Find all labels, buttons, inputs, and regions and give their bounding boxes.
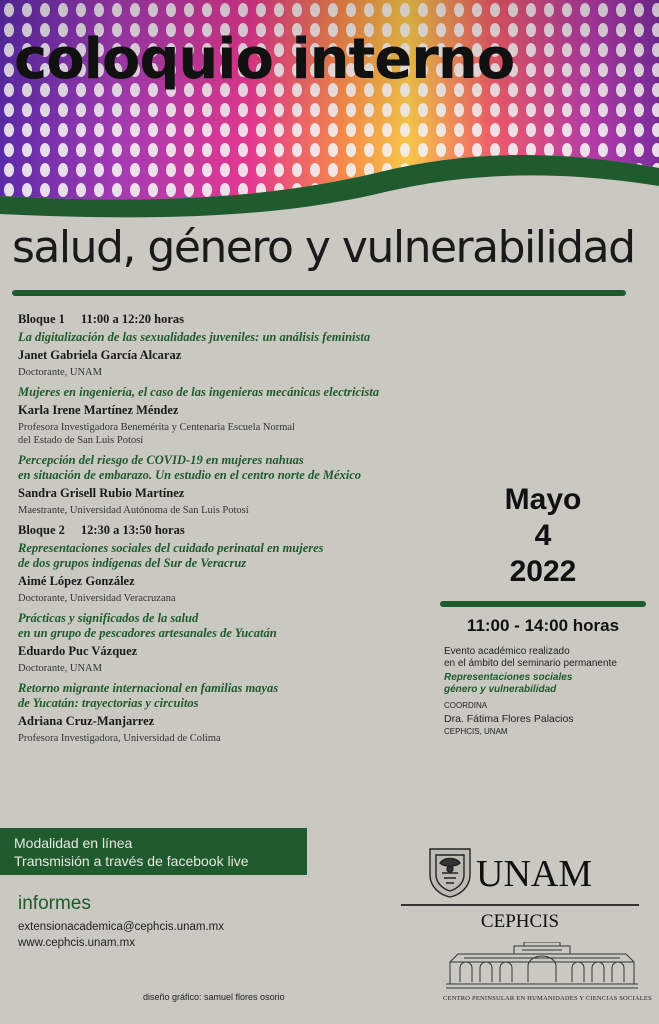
event-info xyxy=(444,646,654,738)
program-block-2 xyxy=(18,523,448,745)
subtitle-divider xyxy=(12,290,626,296)
program-list xyxy=(18,312,448,751)
talk-title: Mujeres en ingeniería, el caso de las ingenieras mecánicas electricista xyxy=(18,385,380,399)
informes-heading: informes xyxy=(18,893,91,914)
event-date xyxy=(440,482,646,590)
talk-affiliation: Profesora Investigadora Benemérita y Centenaria Escuela Normal del Estado de San Luis Potosí xyxy=(18,422,295,446)
modality-line-2: Transmisión a través de facebook live xyxy=(14,853,249,869)
coordinator-name: Dra. Fátima Flores Palacios xyxy=(444,713,574,725)
poster-subtitle: salud, género y vulnerabilidad xyxy=(12,222,635,273)
contact-email[interactable]: extensionacademica@cephcis.unam.mx xyxy=(18,921,224,933)
talk-affiliation: Doctorante, UNAM xyxy=(18,663,102,674)
block-heading xyxy=(18,312,448,327)
contact-info xyxy=(18,919,224,951)
coordinator-institution: CEPHCIS, UNAM xyxy=(444,727,508,736)
modality-line-1: Modalidad en línea xyxy=(14,835,133,851)
date-year: 2022 xyxy=(509,555,577,588)
talk-author: Aimé López González xyxy=(18,574,135,588)
talk-affiliation: Maestrante, Universidad Autónoma de San Luis Potosí xyxy=(18,505,249,516)
seminar-name: Representaciones sociales género y vulnerabilidad xyxy=(444,672,573,695)
talk-item xyxy=(18,681,448,745)
cephcis-building-icon xyxy=(444,942,640,992)
talk-title: Retorno migrante internacional en familias mayas de Yucatán: trayectorias y circuitos xyxy=(18,681,279,710)
block-time: 11:00 a 12:20 horas xyxy=(80,312,185,326)
talk-item xyxy=(18,611,448,675)
talk-author: Karla Irene Martínez Méndez xyxy=(18,403,179,417)
cephcis-logotype: CEPHCIS xyxy=(480,911,560,932)
date-day: 4 xyxy=(534,519,552,552)
event-hours: 11:00 - 14:00 horas xyxy=(466,616,620,635)
talk-author: Eduardo Puc Vázquez xyxy=(18,644,138,658)
talk-title: Prácticas y significados de la salud en un grupo de pescadores artesanales de Yucatán xyxy=(18,611,277,640)
event-line-2: en el ámbito del seminario permanente xyxy=(444,658,617,669)
design-credit: diseño gráfico: samuel flores osorio xyxy=(143,992,285,1002)
block-heading xyxy=(18,523,448,538)
talk-author: Sandra Grisell Rubio Martínez xyxy=(18,486,185,500)
poster-title: coloquio interno xyxy=(14,27,515,92)
talk-author: Adriana Cruz-Manjarrez xyxy=(18,714,155,728)
contact-website[interactable]: www.cephcis.unam.mx xyxy=(18,937,135,949)
date-divider xyxy=(440,601,646,607)
talk-affiliation: Doctorante, Universidad Veracruzana xyxy=(18,593,176,604)
program-block-1 xyxy=(18,312,448,517)
talk-item xyxy=(18,385,448,447)
talk-affiliation: Profesora Investigadora, Universidad de Colima xyxy=(18,733,221,744)
event-line-1: Evento académico realizado xyxy=(444,646,570,657)
talk-affiliation: Doctorante, UNAM xyxy=(18,367,102,378)
logo-divider xyxy=(401,904,639,906)
cephcis-fullname: CENTRO PENINSULAR EN HUMANIDADES Y CIENCIAS SOCIALES xyxy=(443,995,652,1002)
talk-item xyxy=(18,330,448,379)
block-label: Bloque 2 xyxy=(18,523,65,537)
block-label: Bloque 1 xyxy=(18,312,65,326)
coordinator-label: COORDINA xyxy=(444,701,488,710)
modality-box xyxy=(0,828,307,875)
date-month: Mayo xyxy=(504,483,582,516)
talk-item xyxy=(18,541,448,605)
talk-title: Representaciones sociales del cuidado perinatal en mujeres de dos grupos indígenas del Sur de Veracruz xyxy=(18,541,324,570)
block-time: 12:30 a 13:50 horas xyxy=(80,523,185,537)
unam-logotype: UNAM xyxy=(476,853,593,895)
talk-title: La digitalización de las sexualidades juveniles: un análisis feminista xyxy=(18,330,371,344)
talk-item xyxy=(18,453,448,517)
talk-author: Janet Gabriela García Alcaraz xyxy=(18,348,182,362)
talk-title: Percepción del riesgo de COVID-19 en mujeres nahuas en situación de embarazo. Un estudio en el centro norte de México xyxy=(18,453,362,482)
